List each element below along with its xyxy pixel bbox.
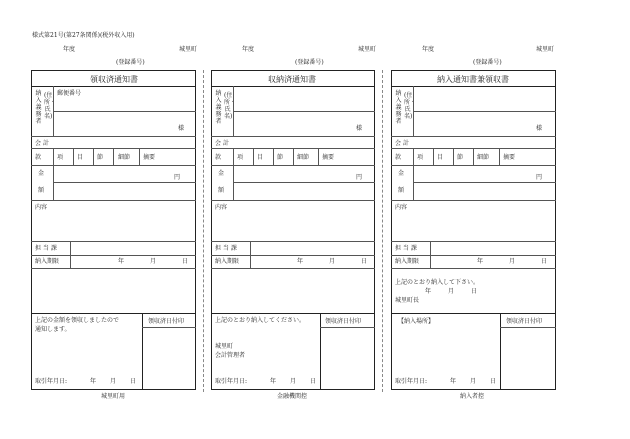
yen-label: 円 [174, 174, 181, 181]
payment-place-label: 【納入場所】 [398, 318, 435, 325]
biko-label: 摘要 [322, 154, 335, 161]
setsu-label: 節 [457, 154, 464, 161]
hi-label: 日 [310, 378, 317, 385]
perforation-line [203, 70, 204, 392]
kaikei-label: 会 計 [35, 140, 49, 147]
nounyu-kigen-label: 納入期限 [395, 258, 420, 265]
sama-label: 様 [356, 125, 363, 132]
tsuki-label: 月 [290, 378, 297, 385]
receipt-stamp-label: 領収済日付印 [506, 318, 543, 325]
payer-label: 納入義務者 [215, 90, 222, 125]
nen-label: 年 [270, 378, 277, 385]
kan-label: 款 [35, 154, 42, 161]
nen-label: 年 [297, 258, 304, 265]
naiyou-label: 内容 [395, 204, 408, 211]
note-line-1: 上記のとおり納入して下さい。 [395, 279, 480, 286]
sama-label: 様 [536, 125, 543, 132]
tsuki-label: 月 [470, 378, 477, 385]
kou-label: 項 [417, 154, 424, 161]
receipt-stamp-label: 領収済日付印 [325, 318, 362, 325]
nen-label: 年 [477, 258, 484, 265]
slip-3-title: 納入通知書兼領収書 [437, 75, 509, 84]
nounyu-kigen-label: 納入期限 [35, 258, 60, 265]
transaction-date-label: 取引年月日: [215, 378, 248, 385]
sama-label: 様 [178, 125, 185, 132]
zip-label: 郵便番号 [57, 90, 82, 97]
nounyu-kigen-label: 納入期限 [215, 258, 240, 265]
tsuki-label: 月 [150, 258, 157, 265]
gaku-label: 額 [218, 187, 225, 194]
address-name-label: (住所・氏名) [44, 92, 57, 120]
saisetsu-label: 細節 [477, 154, 490, 161]
slip-1-title: 領収済通知書 [90, 75, 138, 84]
tanto-ka-label: 担 当 課 [215, 245, 237, 252]
year-label: 年度 [242, 46, 255, 53]
naiyou-label: 内容 [215, 204, 228, 211]
hi-label: 日 [541, 258, 548, 265]
town-label: 城里町 [536, 46, 555, 53]
gaku-label: 額 [398, 187, 405, 194]
nen-label: 年 [425, 288, 432, 295]
town-label: 城里町 [179, 46, 198, 53]
setsu-label: 節 [277, 154, 284, 161]
message-line-2: 通知します。 [35, 326, 71, 333]
perforation-line [382, 70, 383, 392]
slip-3-footer: 納入者控 [460, 393, 485, 400]
payer-label: 納入義務者 [35, 90, 42, 125]
slip-2-frame [211, 70, 375, 390]
note-town-mayor: 城里町長 [395, 297, 420, 304]
biko-label: 摘要 [143, 154, 156, 161]
kin-label: 金 [398, 170, 405, 177]
tsuki-label: 月 [448, 288, 455, 295]
moku-label: 目 [437, 154, 444, 161]
saisetsu-label: 細節 [118, 154, 131, 161]
nen-label: 年 [90, 378, 97, 385]
slip-1-frame [31, 70, 196, 390]
nen-label: 年 [118, 258, 125, 265]
yen-label: 円 [536, 174, 543, 181]
tsuki-label: 月 [329, 258, 336, 265]
form-number: 様式第21号(第27条関係)(税外収入用) [32, 32, 135, 39]
registration-number: (登録番号) [116, 59, 145, 66]
kaikei-label: 会 計 [215, 140, 229, 147]
transaction-date-label: 取引年月日: [35, 378, 68, 385]
hi-label: 日 [182, 258, 189, 265]
kan-label: 款 [395, 154, 402, 161]
slip-1-footer: 城里町用 [101, 393, 126, 400]
moku-label: 目 [77, 154, 84, 161]
tsuki-label: 月 [509, 258, 516, 265]
year-label: 年度 [63, 46, 76, 53]
saisetsu-label: 細節 [297, 154, 310, 161]
hi-label: 日 [361, 258, 368, 265]
biko-label: 摘要 [503, 154, 516, 161]
message-treasurer: 会計管理者 [215, 352, 246, 359]
gaku-label: 額 [38, 187, 45, 194]
kin-label: 金 [218, 170, 225, 177]
transaction-date-label: 取引年月日: [395, 378, 428, 385]
receipt-stamp-label: 領収済日付印 [148, 318, 185, 325]
year-label: 年度 [422, 46, 435, 53]
hi-label: 日 [490, 378, 497, 385]
message-line-1: 上記のとおり納入してください。 [215, 317, 306, 324]
slip-2-title: 収納済通知書 [268, 75, 316, 84]
hi-label: 日 [471, 288, 478, 295]
address-name-label: (住所・氏名) [404, 92, 417, 120]
tsuki-label: 月 [110, 378, 117, 385]
moku-label: 目 [257, 154, 264, 161]
kou-label: 項 [57, 154, 64, 161]
tanto-ka-label: 担 当 課 [395, 245, 417, 252]
nen-label: 年 [450, 378, 457, 385]
yen-label: 円 [356, 174, 363, 181]
registration-number: (登録番号) [473, 59, 502, 66]
naiyou-label: 内容 [35, 204, 48, 211]
setsu-label: 節 [97, 154, 104, 161]
kaikei-label: 会 計 [395, 140, 409, 147]
payer-label: 納入義務者 [395, 90, 402, 125]
kan-label: 款 [215, 154, 222, 161]
kou-label: 項 [237, 154, 244, 161]
slip-2-footer: 金融機関控 [277, 393, 308, 400]
town-label: 城里町 [358, 46, 377, 53]
message-line-1: 上記の金額を領収しましたので [35, 317, 120, 324]
tanto-ka-label: 担 当 課 [35, 245, 57, 252]
slip-3-frame [391, 70, 556, 390]
registration-number: (登録番号) [295, 59, 324, 66]
kin-label: 金 [38, 170, 45, 177]
hi-label: 日 [130, 378, 137, 385]
address-name-label: (住所・氏名) [224, 92, 237, 120]
message-town: 城里町 [215, 343, 234, 350]
